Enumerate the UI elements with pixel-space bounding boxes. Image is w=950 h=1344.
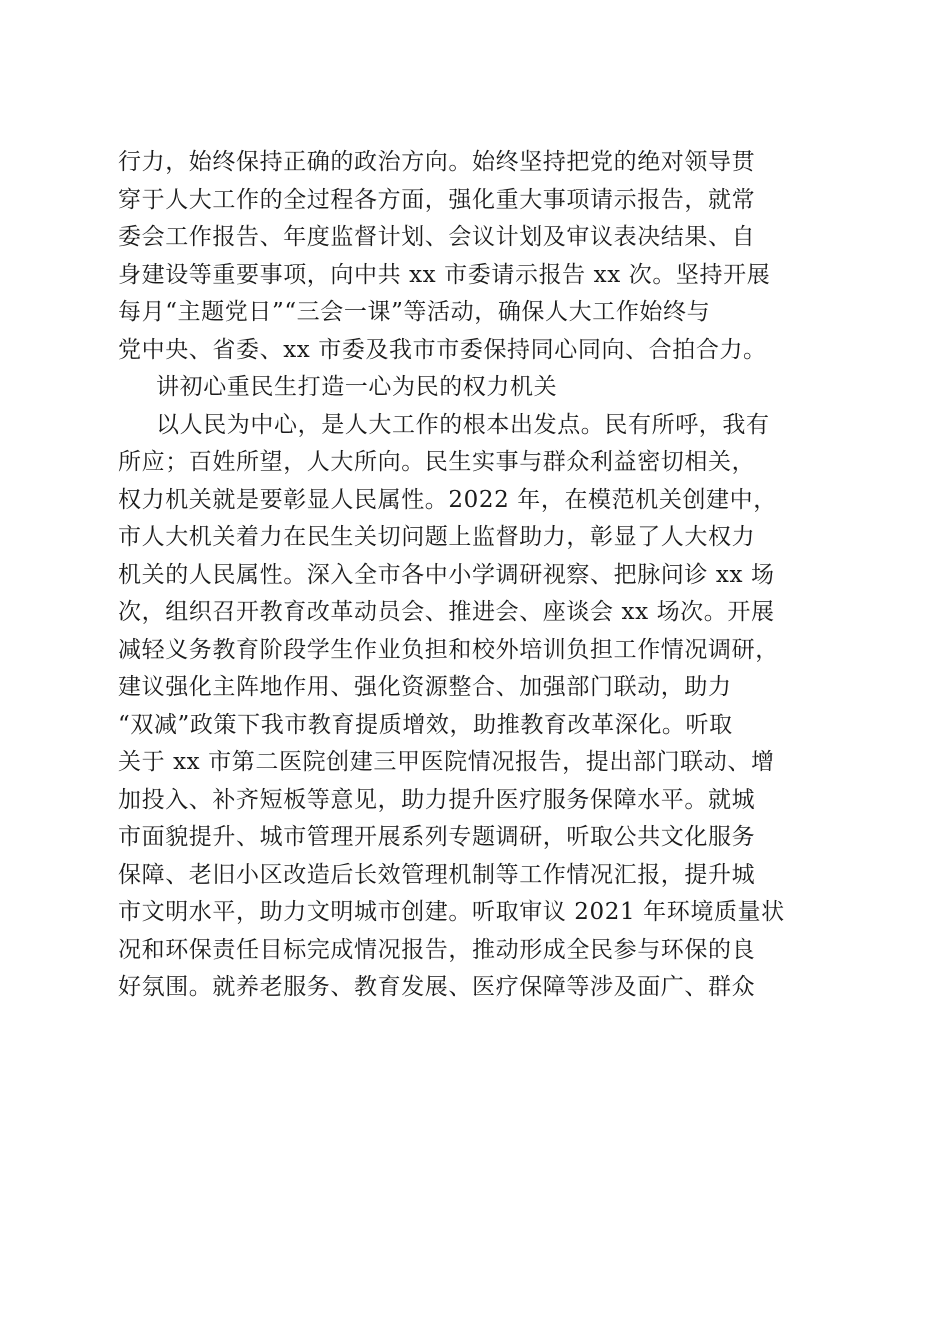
text-line: 以人民为中心，是人大工作的根本出发点。民有所呼，我有 <box>156 411 770 438</box>
text-line: “双减”政策下我市教育提质增效，助推教育改革深化。听取 <box>118 711 733 738</box>
text-line: 保障、老旧小区改造后长效管理机制等工作情况汇报，提升城 <box>118 861 756 888</box>
text-line: 党中央、省委、xx 市委及我市市委保持同心同向、合拍合力。 <box>118 336 767 363</box>
section-heading: 讲初心重民生打造一心为民的权力机关 <box>156 374 558 400</box>
text-line: 市文明水平，助力文明城市创建。听取审议 2021 年环境质量状 <box>118 899 785 925</box>
text-line: 穿于人大工作的全过程各方面，强化重大事项请示报告，就常 <box>118 186 756 213</box>
document-body <box>118 144 838 1007</box>
text-line: 身建设等重要事项，向中共 xx 市委请示报告 xx 次。坚持开展 <box>118 261 771 288</box>
text-line: 委会工作报告、年度监督计划、会议计划及审议表决结果、自 <box>118 224 756 250</box>
text-line: 好氛围。就养老服务、教育发展、医疗保障等涉及面广、群众 <box>118 974 756 1000</box>
text-line: 权力机关就是要彰显人民属性。2022 年，在模范机关创建中， <box>118 486 777 513</box>
text-line: 建议强化主阵地作用、强化资源整合、加强部门联动，助力 <box>118 674 732 700</box>
text-line: 机关的人民属性。深入全市各中小学调研视察、把脉问诊 xx 场 <box>118 561 775 588</box>
text-line: 次，组织召开教育改革动员会、推进会、座谈会 xx 场次。开展 <box>118 599 775 625</box>
text-line: 关于 xx 市第二医院创建三甲医院情况报告，提出部门联动、增 <box>118 749 775 775</box>
text-line: 行力，始终保持正确的政治方向。始终坚持把党的绝对领导贯 <box>118 149 756 175</box>
text-line: 加投入、补齐短板等意见，助力提升医疗服务保障水平。就城 <box>118 786 756 813</box>
text-line: 所应；百姓所望，人大所向。民生实事与群众利益密切相关， <box>118 449 756 475</box>
text-line: 况和环保责任目标完成情况报告，推动形成全民参与环保的良 <box>118 936 756 963</box>
text-line: 市人大机关着力在民生关切问题上监督助力，彰显了人大权力 <box>118 524 756 550</box>
text-line: 市面貌提升、城市管理开展系列专题调研，听取公共文化服务 <box>118 824 756 850</box>
text-line: 减轻义务教育阶段学生作业负担和校外培训负担工作情况调研， <box>118 636 779 663</box>
text-line: 每月“主题党日”“三会一课”等活动，确保人大工作始终与 <box>118 299 711 325</box>
